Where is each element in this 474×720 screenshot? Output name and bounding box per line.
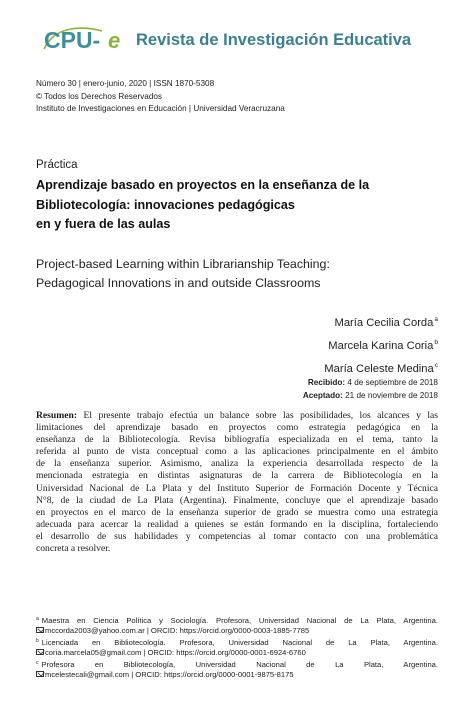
accepted-value: 21 de noviembre de 2018 xyxy=(345,390,438,400)
author-name: Marcela Karina Coria xyxy=(328,340,434,352)
received-label: Recibido: xyxy=(307,378,346,387)
footnote-email-orcid[interactable]: mcelestecali@gmail.com | ORCID: https://orcid.org/0000-0001-9875-8175 xyxy=(45,670,294,680)
copyright-line: © Todos los Derechos Reservados xyxy=(36,91,163,101)
footnote-line xyxy=(36,636,438,647)
author-name: María Cecilia Corda xyxy=(334,317,434,329)
title-es-line: en y fuera de las aulas xyxy=(36,217,171,231)
footnote-contact xyxy=(36,647,438,658)
logo-cpu-text: CPU- xyxy=(44,27,101,53)
abstract-line: en proyectos en el marco de la enseñanza superior de grado se muestra como una estrategia xyxy=(36,506,438,518)
author-mark: b xyxy=(434,339,438,346)
author xyxy=(324,310,438,333)
footnote-affiliation: Profesora en Bibliotecología, Universidad Nacional de La Plata, Argentina. xyxy=(41,660,438,670)
journal-header xyxy=(36,24,436,56)
author-mark: a xyxy=(434,316,438,323)
issue-info xyxy=(36,78,285,116)
title-en-line: Pedagogical Innovations in and outside Classrooms xyxy=(36,276,321,290)
abstract-line: concreta a resolver. xyxy=(36,543,111,555)
footnote-email-orcid[interactable]: coria.marcela05@gmail.com | ORCID: https://orcid.org/0000-0001-6924-6760 xyxy=(45,648,306,658)
title-es-line: Aprendizaje basado en proyectos en la enseñanza de la xyxy=(36,178,370,192)
abstract-label: Resumen: xyxy=(36,410,78,421)
author-name: María Celeste Medina xyxy=(324,363,434,375)
footnote-contact xyxy=(36,669,438,680)
author-footnotes xyxy=(36,614,438,681)
abstract-line: enseñanza de la Bibliotecología. Revisa bibliografía especializada en el tema, tanto la xyxy=(36,434,438,446)
footnote-mark: a xyxy=(36,616,39,622)
envelope-icon xyxy=(36,627,44,633)
abstract-line: Universidad Nacional de La Plata y del Instituto Superior de Formación Docente y Técnica xyxy=(36,482,438,494)
article-title-english xyxy=(36,255,436,293)
article-dates xyxy=(303,377,438,402)
abstract xyxy=(36,410,438,555)
logo-e-text: e xyxy=(108,28,121,53)
footnote-email-orcid[interactable]: mccorda2003@yahoo.com.ar | ORCID: https://orcid.org/0000-0003-1885-7785 xyxy=(45,626,310,636)
abstract-line: adecuada para acercar la realidad a quienes se están formando en la disciplina, fortaleciendo xyxy=(36,518,438,530)
footnote-mark: c xyxy=(36,660,39,667)
abstract-text: El presente trabajo efectúa un balance sobre las posibilidades, los alcances y las xyxy=(83,410,438,421)
footnote-affiliation: Maestra en Ciencia Política y Sociología. Profesora, Universidad Nacional de La Plata, Argentina. xyxy=(41,616,438,625)
footnote-contact xyxy=(36,625,438,636)
abstract-line: N°8, de la ciudad de La Plata (Argentina). Finalmente, concluye que el aprendizaje basado xyxy=(36,494,438,506)
author-mark: c xyxy=(434,362,438,369)
accepted-date xyxy=(303,390,438,403)
envelope-icon xyxy=(36,671,44,677)
issue-line: Número 30 | enero-junio, 2020 | ISSN 1870-5308 xyxy=(36,79,215,88)
footnote-mark: b xyxy=(36,638,39,645)
journal-title: Revista de Investigación Educativa xyxy=(136,31,412,49)
section-label: Práctica xyxy=(36,159,78,171)
abstract-line: mencionada estrategia en distintas asignaturas de la carrera de Bibliotecología en la xyxy=(36,470,438,482)
author xyxy=(324,356,438,379)
accepted-label: Aceptado: xyxy=(302,390,343,400)
abstract-line: de la enseñanza superior. Asimismo, analiza la experiencia desarrollada respecto de la xyxy=(36,458,438,470)
abstract-line: el desarrollo de sus habilidades y competencias al tomar contacto con una problemática xyxy=(36,530,438,542)
footnote-line xyxy=(36,614,438,625)
author-list xyxy=(324,310,438,379)
footnote-line xyxy=(36,658,438,669)
institute-line: Instituto de Investigaciones en Educación | Universidad Veracruzana xyxy=(36,104,285,113)
author xyxy=(324,333,438,356)
abstract-line: limitaciones del aprendizaje basado en proyectos como estrategia pedagógica en la xyxy=(36,422,438,434)
title-en-line: Project-based Learning within Librarianship Teaching: xyxy=(36,257,330,271)
envelope-icon xyxy=(36,649,44,655)
received-date xyxy=(303,377,438,390)
received-value: 4 de septiembre de 2018 xyxy=(347,378,438,387)
footnote-affiliation: Licenciada en Bibliotecología. Profesora, Universidad Nacional de La Plata, Argentina. xyxy=(41,638,438,648)
title-es-line: Bibliotecología: innovaciones pedagógicas xyxy=(36,197,295,212)
abstract-line xyxy=(36,410,438,422)
abstract-line: referida al punto de vista conceptual como a las aplicaciones principalmente en el ámbito xyxy=(36,446,438,458)
article-title-spanish xyxy=(36,176,436,235)
